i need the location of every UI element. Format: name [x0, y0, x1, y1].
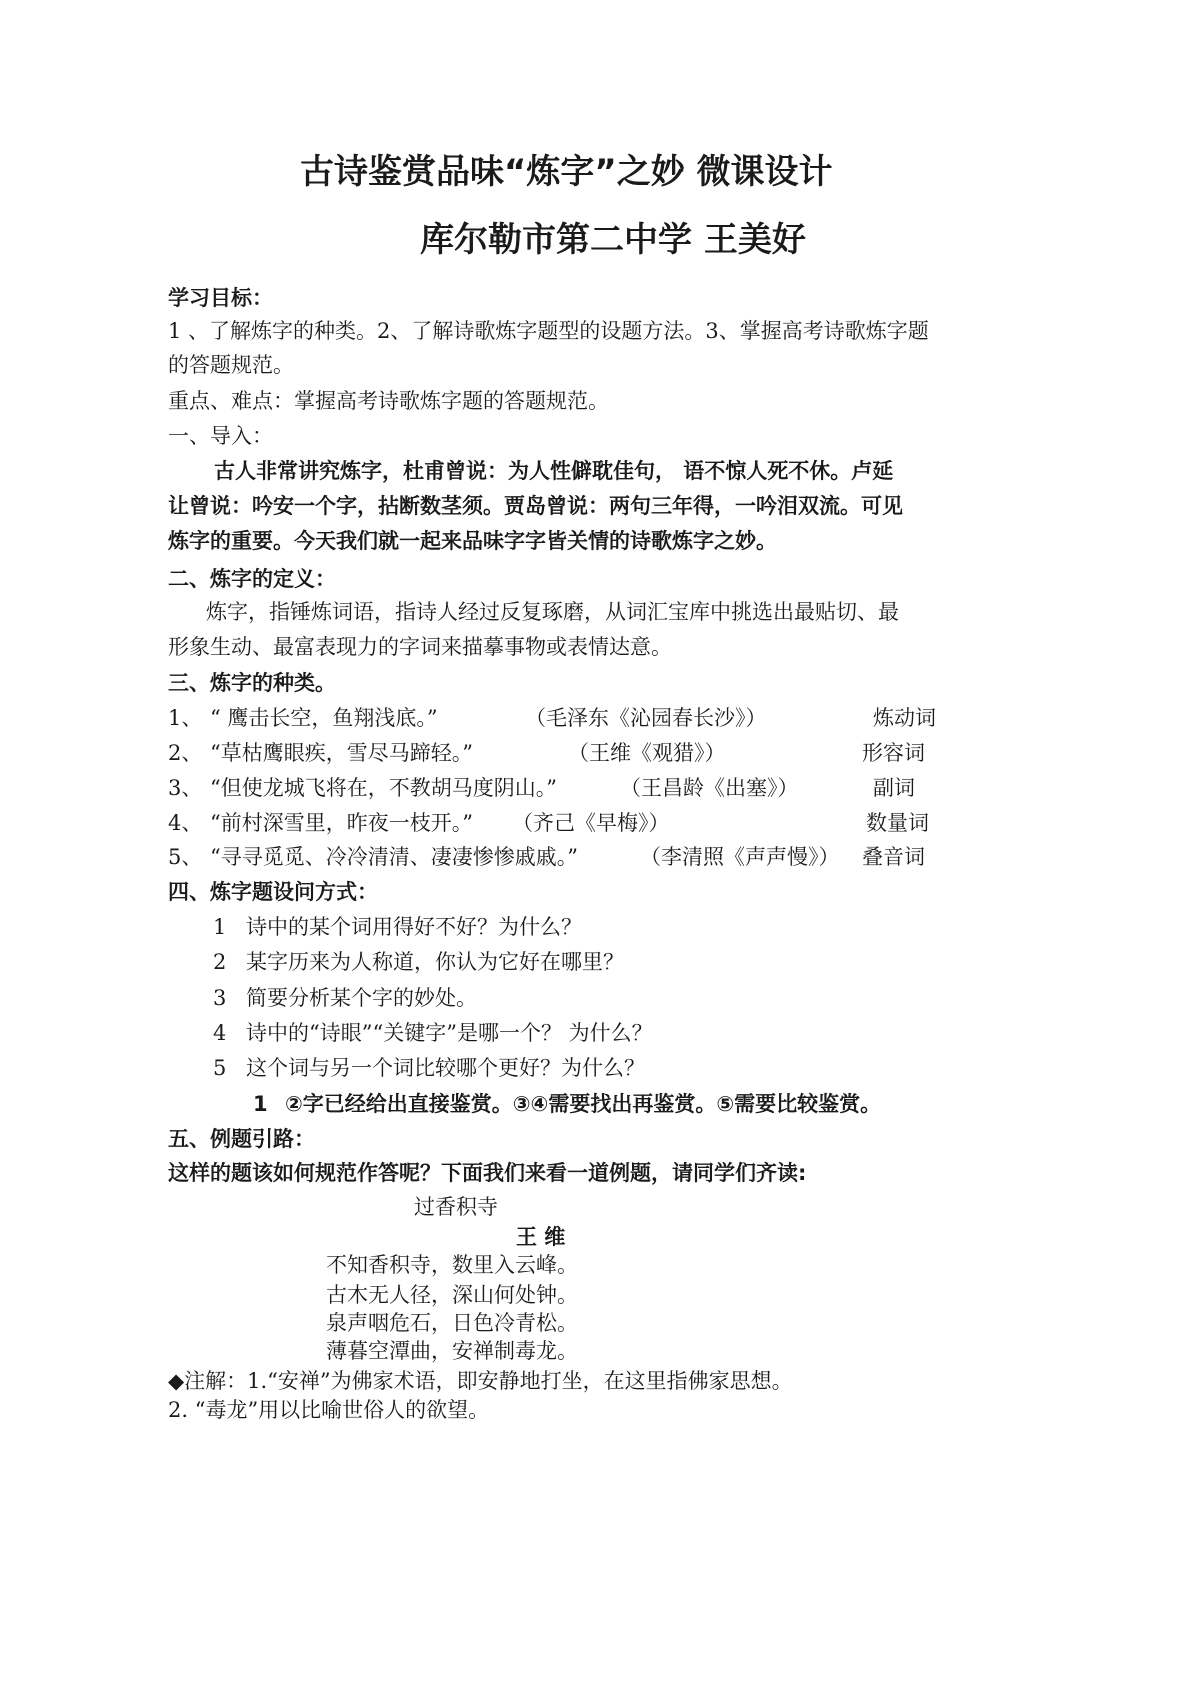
type-category: 叠音词	[862, 845, 925, 869]
question-forms-heading: 四、炼字题设问方式：	[168, 880, 378, 904]
type-quote: “ 鹰击长空，鱼翔浅底。”	[210, 706, 438, 730]
type-source: （王昌龄《出塞》）	[620, 776, 799, 800]
type-source: （王维《观猎》）	[568, 741, 726, 765]
intro-heading: 一、导入：	[168, 424, 273, 448]
poem-line: 泉声咽危石，日色冷青松。	[326, 1311, 578, 1335]
item-number: 3	[213, 986, 227, 1010]
intro-line-3: 炼字的重要。今天我们就一起来品味字字皆关情的诗歌炼字之妙。	[168, 529, 777, 553]
poem-line: 薄暮空潭曲，安禅制毒龙。	[326, 1339, 578, 1363]
type-number: 4、	[168, 811, 203, 835]
type-number: 5、	[168, 845, 203, 869]
type-category: 副词	[873, 776, 915, 800]
item-number: 4	[213, 1021, 227, 1045]
type-category: 形容词	[862, 741, 925, 765]
type-source: （毛泽东《沁园春长沙》）	[525, 706, 767, 730]
type-quote: “前村深雪里，昨夜一枝开。”	[210, 811, 473, 835]
item-number: 2	[213, 950, 227, 974]
summary-text: ②字已经给出直接鉴赏。③④需要找出再鉴赏。⑤需要比较鉴赏。	[285, 1092, 882, 1116]
type-source: （齐己《早梅》）	[512, 811, 670, 835]
objectives-line-2: 的答题规范。	[168, 353, 294, 377]
type-quote: “但使龙城飞将在，不教胡马度阴山。”	[210, 776, 557, 800]
type-number: 3、	[168, 776, 203, 800]
type-quote: “寻寻觅觅、冷冷清清、凄凄惨惨戚戚。”	[210, 845, 578, 869]
poem-title: 过香积寺	[414, 1195, 498, 1219]
example-heading: 五、例题引路：	[168, 1127, 315, 1151]
type-quote: “草枯鹰眼疾，雪尽马蹄轻。”	[210, 741, 473, 765]
definition-line-2: 形象生动、最富表现力的字词来描摹事物或表情达意。	[168, 635, 672, 659]
example-prompt: 这样的题该如何规范作答呢？下面我们来看一道例题，请同学们齐读:	[168, 1161, 807, 1185]
poem-line: 不知香积寺，数里入云峰。	[326, 1253, 578, 1277]
definition-line-1: 炼字，指锤炼词语，指诗人经过反复琢磨，从词汇宝库中挑选出最贴切、最	[206, 600, 899, 624]
type-number: 1、	[168, 706, 203, 730]
type-category: 炼动词	[873, 706, 936, 730]
type-number: 2、	[168, 741, 203, 765]
key-points: 重点、难点：掌握高考诗歌炼字题的答题规范。	[168, 389, 609, 413]
objectives-heading: 学习目标：	[168, 286, 273, 310]
item-text: 这个词与另一个词比较哪个更好？为什么？	[246, 1056, 645, 1080]
page-title: 古诗鉴赏品味“炼字”之妙 微课设计	[300, 152, 833, 192]
type-category: 数量词	[866, 811, 929, 835]
definition-heading: 二、炼字的定义：	[168, 567, 336, 591]
annotation-2: 2. “毒龙”用以比喻世俗人的欲望。	[168, 1398, 490, 1422]
type-source: （李清照《声声慢》）	[640, 845, 840, 869]
item-number: 1	[213, 915, 227, 939]
item-text: 诗中的某个词用得好不好？为什么？	[246, 915, 582, 939]
objectives-line-1: 1 、了解炼字的种类。2、了解诗歌炼字题型的设题方法。3、掌握高考诗歌炼字题	[168, 319, 929, 343]
page-subtitle: 库尔勒市第二中学 王美好	[420, 220, 806, 260]
poem-line: 古木无人径，深山何处钟。	[326, 1283, 578, 1307]
annotation-1: ◆注解：1.“安禅”为佛家术语，即安静地打坐，在这里指佛家思想。	[168, 1369, 793, 1393]
intro-line-2: 让曾说：吟安一个字，拈断数茎须。贾岛曾说：两句三年得，一吟泪双流。可见	[168, 494, 903, 518]
item-number: 5	[213, 1056, 227, 1080]
item-text: 简要分析某个字的妙处。	[246, 986, 477, 1010]
intro-line-1: 古人非常讲究炼字，杜甫曾说：为人性僻耽佳句， 语不惊人死不休。卢延	[214, 459, 894, 483]
item-text: 某字历来为人称道，你认为它好在哪里？	[246, 950, 624, 974]
poem-author: 王 维	[516, 1225, 566, 1249]
item-text: 诗中的“诗眼”“关键字”是哪一个？ 为什么？	[246, 1021, 653, 1045]
summary-number: 1	[253, 1092, 268, 1116]
types-heading: 三、炼字的种类。	[168, 671, 336, 695]
